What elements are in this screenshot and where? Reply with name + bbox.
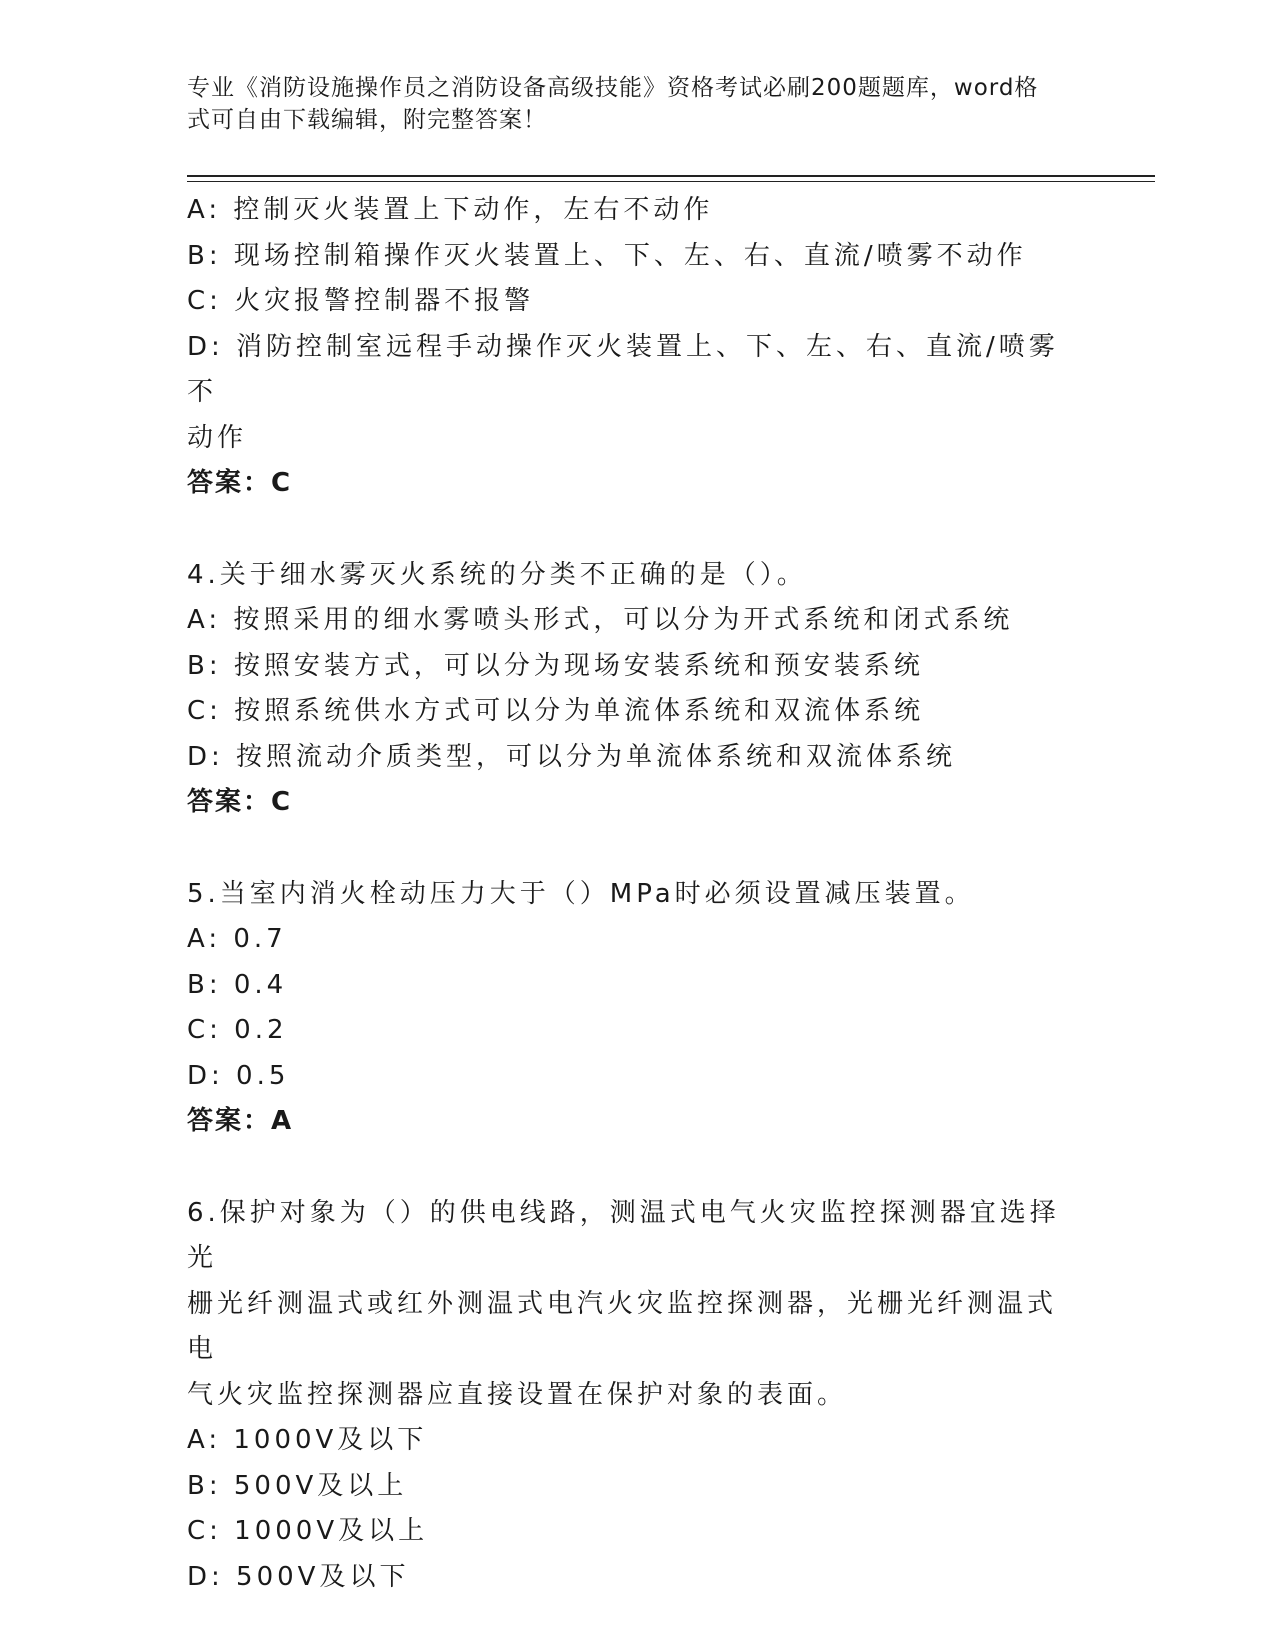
answer: 答案：C bbox=[187, 787, 293, 817]
question-5 bbox=[187, 872, 1067, 1145]
answer: 答案：A bbox=[187, 1106, 294, 1136]
option-a: A: 1000V及以下 bbox=[187, 1425, 428, 1455]
question-6 bbox=[187, 1191, 1067, 1601]
option-d-continued: 动作 bbox=[187, 422, 248, 453]
document-header bbox=[187, 72, 1067, 136]
option-c: C: 按照系统供水方式可以分为单流体系统和双流体系统 bbox=[187, 696, 925, 726]
option-a: A: 控制灭火装置上下动作，左右不动作 bbox=[187, 195, 714, 225]
option-b: B: 500V及以上 bbox=[187, 1470, 408, 1501]
option-b: B: 0.4 bbox=[187, 969, 288, 1000]
spacer bbox=[187, 826, 1067, 872]
option-c: C: 0.2 bbox=[187, 1015, 288, 1045]
header-line-2: 式可自由下载编辑，附完整答案！ bbox=[187, 107, 547, 133]
question-4 bbox=[187, 553, 1067, 826]
header-divider-thin bbox=[187, 181, 1155, 182]
question-stem-line-2: 栅光纤测温式或红外测温式电汽火灾监控探测器，光栅光纤测温式电 bbox=[187, 1288, 1058, 1364]
spacer bbox=[187, 1145, 1067, 1191]
option-b: B: 现场控制箱操作灭火装置上、下、左、右、直流/喷雾不动作 bbox=[187, 240, 1027, 271]
option-a: A: 0.7 bbox=[187, 924, 287, 954]
option-b: B: 按照安装方式，可以分为现场安装系统和预安装系统 bbox=[187, 650, 924, 681]
question-stem: 5.当室内消火栓动压力大于（）MPa时必须设置减压装置。 bbox=[187, 878, 975, 909]
question-stem: 4.关于细水雾灭火系统的分类不正确的是（）。 bbox=[187, 559, 807, 590]
answer: 答案：C bbox=[187, 468, 293, 498]
question-stem-line-1: 6.保护对象为（）的供电线路，测温式电气火灾监控探测器宜选择光 bbox=[187, 1197, 1060, 1273]
option-d: D: 消防控制室远程手动操作灭火装置上、下、左、右、直流/喷雾不 bbox=[187, 331, 1059, 407]
option-a: A: 按照采用的细水雾喷头形式，可以分为开式系统和闭式系统 bbox=[187, 605, 1014, 635]
question-list bbox=[187, 188, 1067, 1600]
question-3 bbox=[187, 188, 1067, 507]
header-line-1: 专业《消防设施操作员之消防设备高级技能》资格考试必刷200题题库，word格 bbox=[187, 75, 1039, 101]
option-d: D: 按照流动介质类型，可以分为单流体系统和双流体系统 bbox=[187, 741, 957, 772]
header-divider-thick bbox=[187, 175, 1155, 177]
option-c: C: 1000V及以上 bbox=[187, 1516, 429, 1546]
option-c: C: 火灾报警控制器不报警 bbox=[187, 286, 535, 316]
question-stem-line-3: 气火灾监控探测器应直接设置在保护对象的表面。 bbox=[187, 1379, 848, 1410]
spacer bbox=[187, 507, 1067, 553]
option-d: D: 500V及以下 bbox=[187, 1561, 410, 1592]
option-d: D: 0.5 bbox=[187, 1060, 290, 1091]
